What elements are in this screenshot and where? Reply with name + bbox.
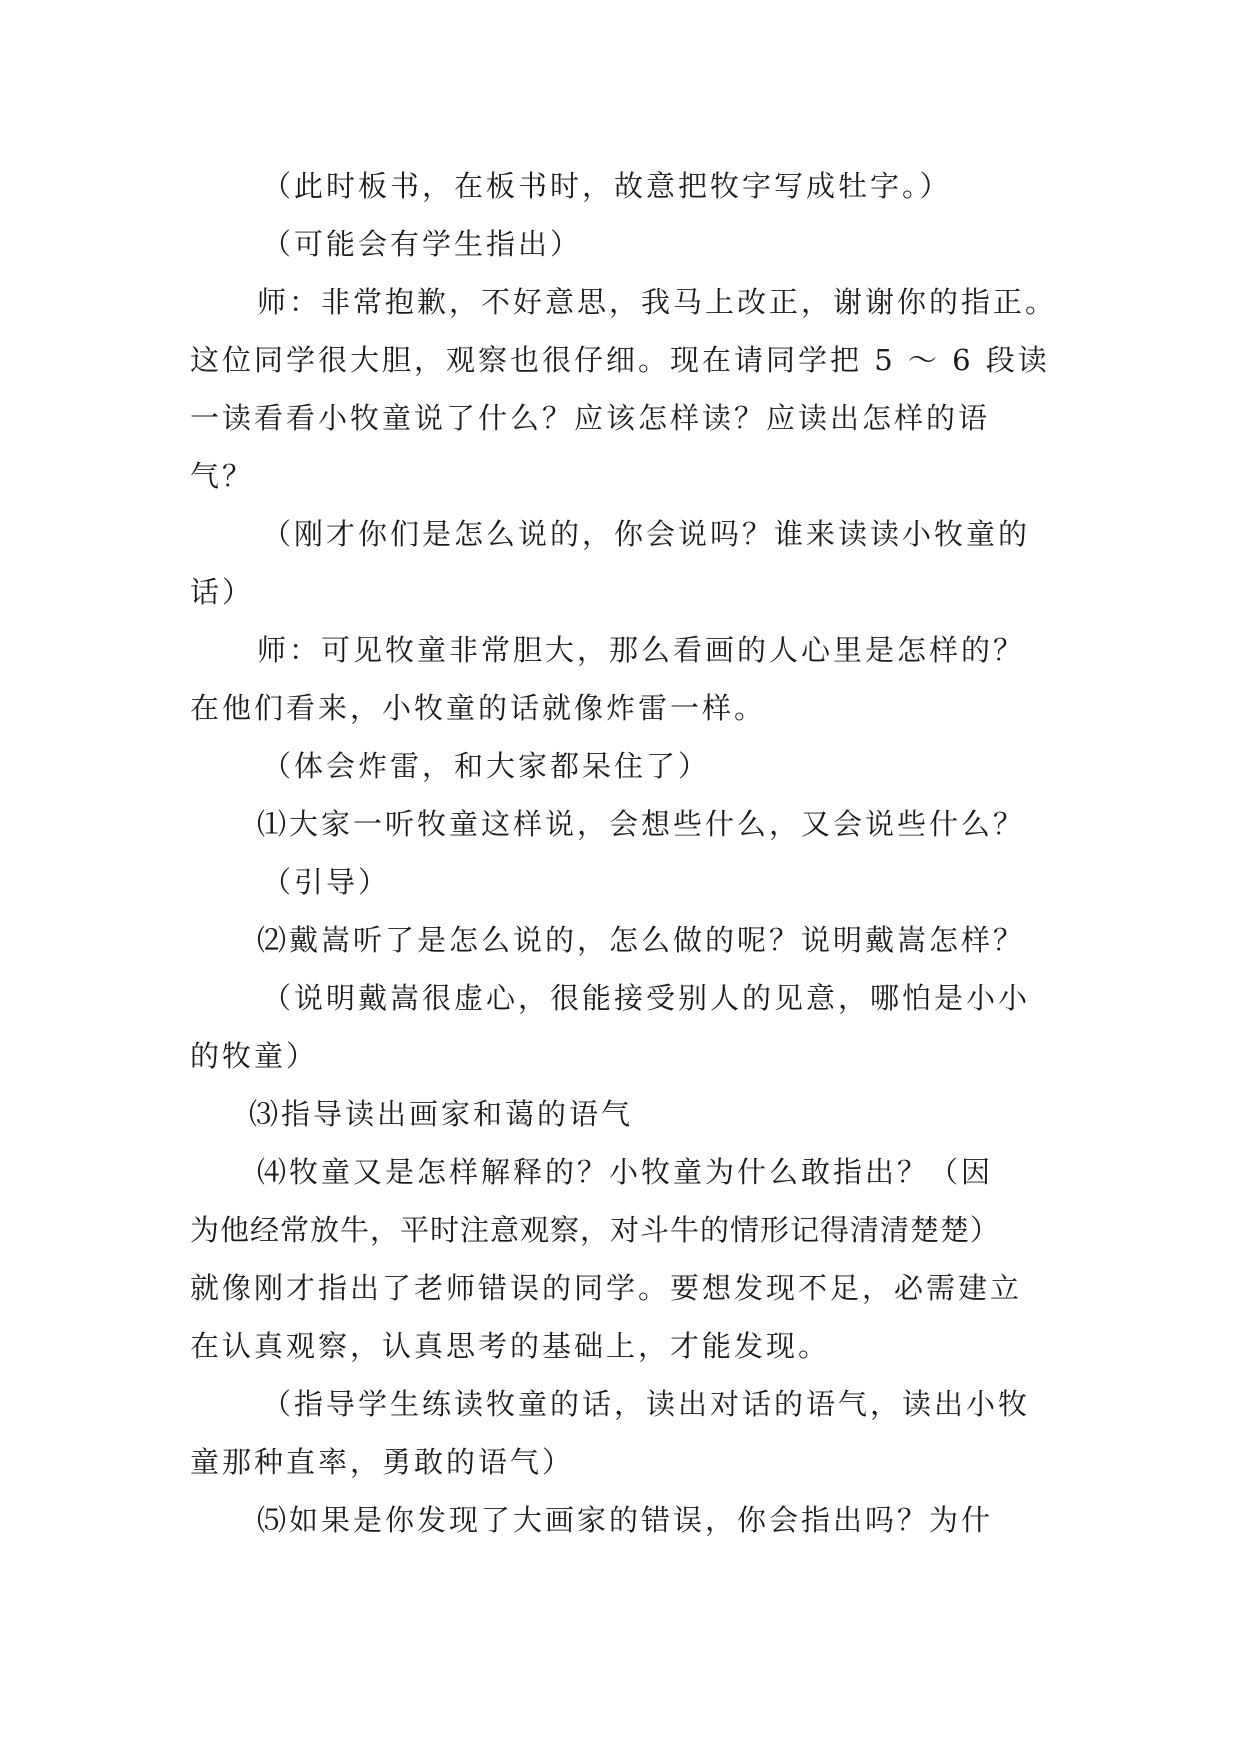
text-line: 气？	[190, 459, 255, 493]
text-line: （说明戴嵩很虚心，很能接受别人的见意，哪怕是小小	[262, 981, 1031, 1015]
text-line: 在他们看来，小牧童的话就像炸雷一样。	[190, 691, 767, 725]
text-line: （体会炸雷，和大家都呆住了）	[262, 749, 711, 783]
text-line: ⑶指导读出画家和蔼的语气	[249, 1097, 634, 1131]
text-line: ⑵戴嵩听了是怎么说的，怎么做的呢？说明戴嵩怎样？	[257, 923, 1026, 957]
text-line: （指导学生练读牧童的话，读出对话的语气，读出小牧	[262, 1387, 1031, 1421]
text-line: 在认真观察，认真思考的基础上，才能发现。	[190, 1329, 831, 1363]
text-line: 就像刚才指出了老师错误的同学。要想发现不足，必需建立	[190, 1271, 1023, 1305]
text-line: ⑸如果是你发现了大画家的错误，你会指出吗？为什	[257, 1503, 994, 1537]
text-line: ⑷牧童又是怎样解释的？小牧童为什么敢指出？（因	[257, 1155, 994, 1189]
text-line: 童那种直率，勇敢的语气）	[190, 1445, 575, 1479]
text-line: 的牧童）	[190, 1039, 319, 1073]
text-line: （引导）	[262, 865, 391, 899]
text-line: 师：非常抱歉，不好意思，我马上改正，谢谢你的指正。	[257, 285, 1058, 319]
text-line: 师：可见牧童非常胆大，那么看画的人心里是怎样的？	[257, 633, 1026, 667]
text-line: 这位同学很大胆，观察也很仔细。现在请同学把 5 ～ 6 段读	[190, 343, 1050, 377]
text-line: ⑴大家一听牧童这样说，会想些什么，又会说些什么？	[257, 807, 1026, 841]
text-line: （此时板书，在板书时，故意把牧字写成牡字。）	[262, 169, 952, 203]
text-line: 一读看看小牧童说了什么？应该怎样读？应读出怎样的语	[190, 401, 991, 435]
text-line: （可能会有学生指出）	[262, 227, 583, 261]
text-line: 为他经常放牛，平时注意观察，对斗牛的情形记得清清楚楚）	[190, 1213, 1001, 1247]
text-line: 话）	[190, 575, 255, 609]
text-line: （刚才你们是怎么说的，你会说吗？谁来读读小牧童的	[262, 517, 1031, 551]
